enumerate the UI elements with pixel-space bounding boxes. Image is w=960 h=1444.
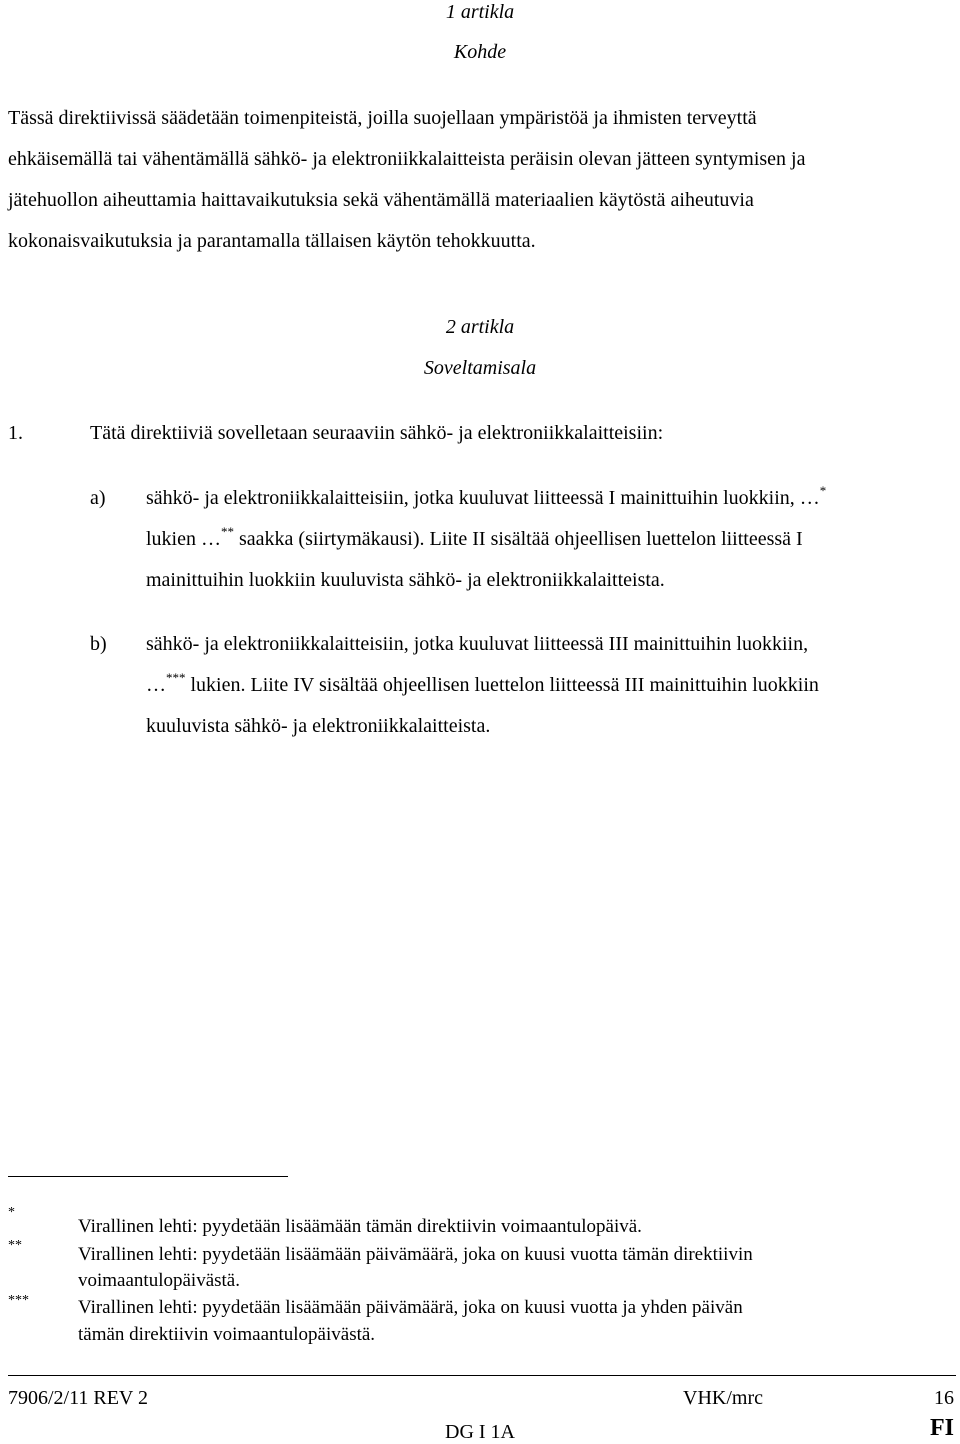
paragraph-text: Tätä direktiiviä sovelletaan seuraaviin sähkö- ja elektroniikkalaitteisiin: (90, 422, 664, 444)
author-initials: VHK/mrc (683, 1387, 763, 1409)
footnote-ref: * (819, 483, 827, 498)
item-b-line (146, 670, 819, 697)
footer-rule (8, 1375, 956, 1376)
item-a-text: saakka (siirtymäkausi). Liite II sisältää ohjeellisen luettelon liitteessä I (234, 528, 803, 550)
footnote-mark: * (8, 1205, 15, 1220)
article-1-text-line: jätehuollon aiheuttamia haittavaikutuksia sekä vähentämällä materiaalien käytöstä aiheutuvia (8, 189, 754, 211)
page-number: 16 (934, 1387, 954, 1409)
item-b-line: sähkö- ja elektroniikkalaitteisiin, jotka kuuluvat liitteessä III mainittuihin luokkiin, (146, 633, 809, 655)
footnote-text: Virallinen lehti: pyydetään lisäämään tämän direktiivin voimaantulopäivä. (78, 1216, 642, 1237)
item-b-line: kuuluvista sähkö- ja elektroniikkalaitteista. (146, 715, 491, 737)
item-b-text: … (146, 674, 166, 696)
item-a-line: mainittuihin luokkiin kuuluvista sähkö- ja elektroniikkalaitteista. (146, 569, 665, 591)
article-1-text-line: Tässä direktiivissä säädetään toimenpiteistä, joilla suojellaan ympäristöä ja ihmisten terveyttä (8, 107, 757, 129)
article-1-text-line: ehkäisemällä tai vähentämällä sähkö- ja elektroniikkalaitteista peräisin olevan jätteen syntymisen ja (8, 148, 806, 170)
item-a-text: sähkö- ja elektroniikkalaitteisiin, jotka kuuluvat liitteessä I mainittuihin luokkiin, … (146, 487, 820, 509)
footnote-ref: ** (221, 524, 234, 539)
item-a-marker: a) (90, 487, 106, 509)
article-2-number: 2 artikla (445, 316, 515, 338)
article-2-title: Soveltamisala (423, 357, 537, 379)
doc-reference: 7906/2/11 REV 2 (8, 1387, 149, 1409)
article-1-title: Kohde (453, 41, 507, 63)
language-code: FI (930, 1415, 954, 1441)
footnote-text: tämän direktiivin voimaantulopäivästä. (78, 1324, 376, 1345)
footnote-ref: *** (166, 670, 186, 685)
item-a-line (146, 524, 803, 551)
item-b-text: lukien. Liite IV sisältää ohjeellisen luettelon liitteessä III mainittuihin luokkiin (185, 674, 819, 696)
item-a-line (146, 483, 827, 510)
paragraph-number: 1. (8, 422, 23, 444)
footnote-text: voimaantulopäivästä. (78, 1270, 240, 1291)
footnote-text: Virallinen lehti: pyydetään lisäämään päivämäärä, joka on kuusi vuotta tämän direktiivin (78, 1244, 753, 1265)
footnote-separator (8, 1176, 288, 1177)
item-b-marker: b) (90, 633, 107, 655)
footnote-mark: *** (8, 1293, 29, 1308)
article-1-number: 1 artikla (445, 1, 515, 23)
item-a-text: lukien … (146, 528, 221, 550)
footnote-mark: ** (8, 1238, 22, 1253)
article-1-text-line: kokonaisvaikutuksia ja parantamalla tällaisen käytön tehokkuutta. (8, 230, 536, 252)
directorate-general: DG I 1A (445, 1421, 515, 1443)
footnote-text: Virallinen lehti: pyydetään lisäämään päivämäärä, joka on kuusi vuotta ja yhden päivän (78, 1297, 743, 1318)
